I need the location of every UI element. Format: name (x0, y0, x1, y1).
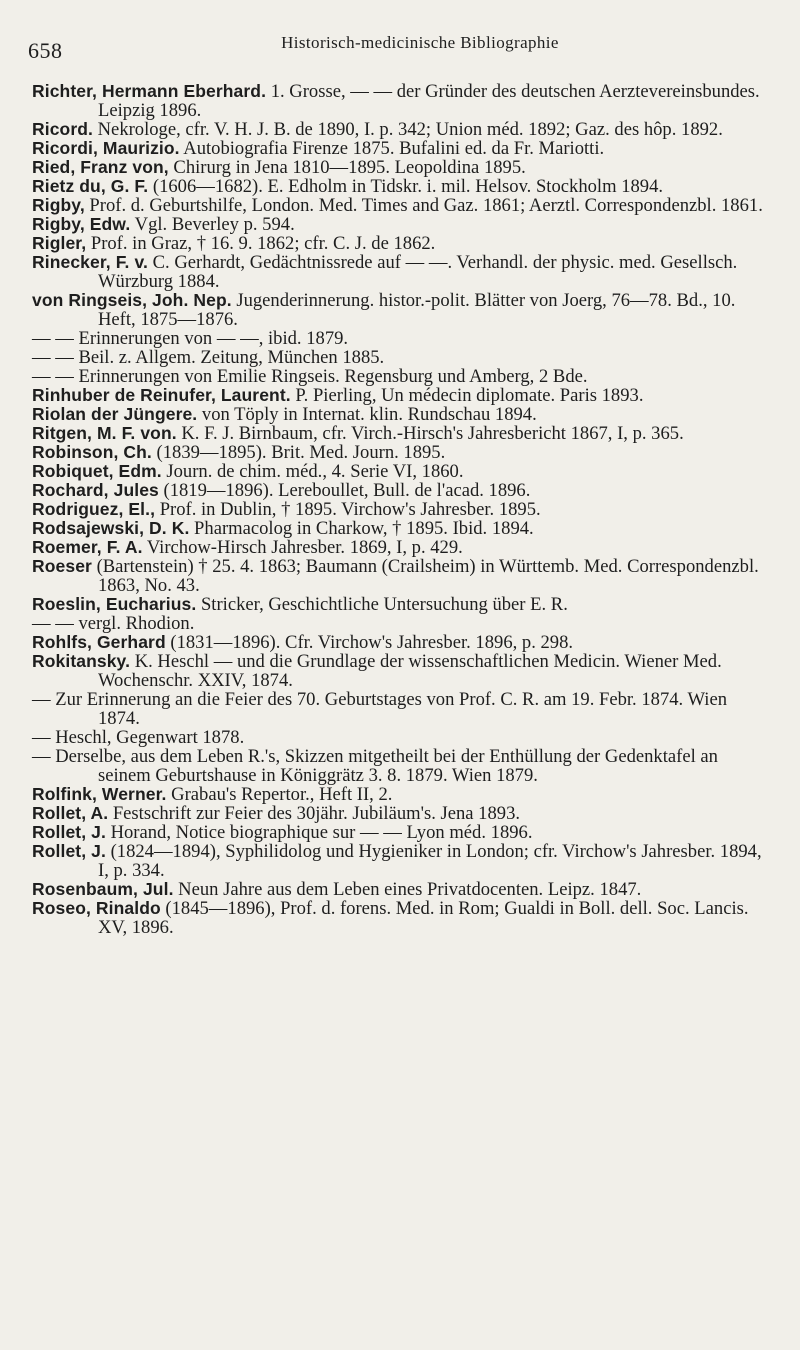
bibliography-entries (32, 82, 772, 937)
entry-text: (1831—1896). Cfr. Virchow's Jahresber. 1896, p. 298. (165, 632, 574, 653)
bibliography-entry (32, 158, 772, 177)
entry-text: Prof. in Graz, † 16. 9. 1862; cfr. C. J. de 1862. (86, 233, 436, 254)
entry-name: Ricordi, Maurizio. (32, 138, 180, 158)
entry-name: Riolan der Jüngere. (32, 404, 198, 424)
entry-text: Stricker, Geschichtliche Untersuchung über E. R. (196, 594, 568, 615)
entry-text: (1819—1896). Lereboullet, Bull. de l'acad. 1896. (158, 480, 531, 501)
entry-name: Ricord. (32, 119, 93, 139)
page-number: 658 (28, 38, 63, 63)
bibliography-entry (32, 804, 772, 823)
entry-name: Rolfink, Werner. (32, 784, 167, 804)
entry-name: Rollet, J. (32, 822, 106, 842)
entry-name: Robinson, Ch. (32, 442, 152, 462)
bibliography-entry (32, 785, 772, 804)
bibliography-entry (32, 481, 772, 500)
entry-name: Rietz du, G. F. (32, 176, 149, 196)
bibliography-entry (32, 652, 772, 690)
bibliography-entry (32, 557, 772, 595)
entry-name: Roeslin, Eucharius. (32, 594, 197, 614)
entry-name: Rigby, (32, 195, 85, 215)
entry-text: Vgl. Beverley p. 594. (130, 214, 295, 235)
bibliography-entry (32, 139, 772, 158)
bibliography-entry (32, 462, 772, 481)
running-head: Historisch-medicinische Bibliographie (281, 33, 559, 52)
bibliography-entry (32, 519, 772, 538)
entry-text: K. F. J. Birnbaum, cfr. Virch.-Hirsch's Jahresbericht 1867, I, p. 365. (176, 423, 684, 444)
bibliography-entry (32, 405, 772, 424)
entry-text: Nekrologe, cfr. V. H. J. B. de 1890, I. p. 342; Union méd. 1892; Gaz. des hôp. 1892. (92, 119, 723, 140)
bibliography-entry (32, 899, 772, 937)
entry-name: Roeser (32, 556, 92, 576)
bibliography-entry (32, 196, 772, 215)
entry-text: — — Erinnerungen von — —, ibid. 1879. (32, 328, 349, 349)
entry-text: K. Heschl — und die Grundlage der wissenschaftlichen Medicin. Wiener Med. Wochenschr. XXIV, 1874. (98, 651, 722, 691)
bibliography-entry (32, 595, 772, 614)
entry-text: P. Pierling, Un médecin diplomate. Paris 1893. (290, 385, 644, 406)
entry-name: Rinecker, F. v. (32, 252, 148, 272)
bibliography-entry (32, 690, 772, 728)
bibliography-entry (32, 386, 772, 405)
entry-text: Journ. de chim. méd., 4. Serie VI, 1860. (161, 461, 464, 482)
entry-text: (1606—1682). E. Edholm in Tidskr. i. mil. Helsov. Stockholm 1894. (148, 176, 664, 197)
entry-name: Rodriguez, El., (32, 499, 156, 519)
entry-text: Chirurg in Jena 1810—1895. Leopoldina 1895. (168, 157, 526, 178)
entry-text: Neun Jahre aus dem Leben eines Privatdocenten. Leipz. 1847. (173, 879, 642, 900)
entry-text: — — Erinnerungen von Emilie Ringseis. Regensburg und Amberg, 2 Bde. (32, 366, 588, 387)
bibliography-entry (32, 291, 772, 329)
entry-text: Pharmacolog in Charkow, † 1895. Ibid. 1894. (189, 518, 534, 539)
entry-name: Rigler, (32, 233, 87, 253)
entry-name: Robiquet, Edm. (32, 461, 162, 481)
entry-name: von Ringseis, Joh. Nep. (32, 290, 232, 310)
entry-text: (Bartenstein) † 25. 4. 1863; Baumann (Crailsheim) in Württemb. Med. Correspondenzbl. 1863, No. 43. (91, 556, 759, 596)
entry-name: Roseo, Rinaldo (32, 898, 161, 918)
entry-name: Roemer, F. A. (32, 537, 143, 557)
entry-text: (1845—1896), Prof. d. forens. Med. in Rom; Gualdi in Boll. dell. Soc. Lancis. XV, 1896. (98, 898, 749, 938)
bibliography-entry (32, 253, 772, 291)
bibliography-entry (32, 120, 772, 139)
entry-name: Rochard, Jules (32, 480, 159, 500)
entry-text: C. Gerhardt, Gedächtnissrede auf — —. Verhandl. der physic. med. Gesellsch. Würzburg 1884. (98, 252, 738, 292)
entry-text: Prof. in Dublin, † 1895. Virchow's Jahresber. 1895. (155, 499, 541, 520)
bibliography-entry (32, 880, 772, 899)
entry-name: Ried, Franz von, (32, 157, 169, 177)
entry-text: 1. Grosse, — — der Gründer des deutschen Aerztevereinsbundes. Leipzig 1896. (98, 81, 760, 121)
bibliography-entry (32, 823, 772, 842)
entry-text: Horand, Notice biographique sur — — Lyon méd. 1896. (105, 822, 533, 843)
bibliography-entry (32, 329, 772, 348)
bibliography-entry (32, 424, 772, 443)
entry-text: — Zur Erinnerung an die Feier des 70. Geburtstages von Prof. C. R. am 19. Febr. 1874. Wien 1874. (32, 689, 728, 729)
entry-text: (1839—1895). Brit. Med. Journ. 1895. (151, 442, 446, 463)
bibliography-entry (32, 348, 772, 367)
entry-text: von Töply in Internat. klin. Rundschau 1894. (197, 404, 537, 425)
entry-text: Jugenderinnerung. histor.-polit. Blätter von Joerg, 76—78. Bd., 10. Heft, 1875—1876. (98, 290, 736, 330)
entry-name: Rohlfs, Gerhard (32, 632, 166, 652)
entry-name: Richter, Hermann Eberhard. (32, 81, 267, 101)
bibliography-entry (32, 367, 772, 386)
entry-text: Grabau's Repertor., Heft II, 2. (166, 784, 393, 805)
entry-text: Autobiografia Firenze 1875. Bufalini ed. da Fr. Mariotti. (179, 138, 605, 159)
entry-text: Festschrift zur Feier des 30jähr. Jubiläum's. Jena 1893. (108, 803, 521, 824)
entry-text: — — Beil. z. Allgem. Zeitung, München 1885. (32, 347, 385, 368)
entry-text: — Heschl, Gegenwart 1878. (32, 727, 245, 748)
entry-name: Rodsajewski, D. K. (32, 518, 190, 538)
entry-name: Rokitansky. (32, 651, 131, 671)
bibliography-entry (32, 500, 772, 519)
bibliography-entry (32, 633, 772, 652)
entry-text: (1824—1894), Syphilidolog und Hygieniker in London; cfr. Virchow's Jahresber. 1894, I, p. 334. (98, 841, 762, 881)
bibliography-entry (32, 614, 772, 633)
bibliography-entry (32, 728, 772, 747)
bibliography-entry (32, 177, 772, 196)
bibliography-entry (32, 443, 772, 462)
entry-text: Virchow-Hirsch Jahresber. 1869, I, p. 429. (142, 537, 463, 558)
entry-name: Rinhuber de Reinufer, Laurent. (32, 385, 291, 405)
entry-name: Rosenbaum, Jul. (32, 879, 174, 899)
bibliography-entry (32, 842, 772, 880)
entry-name: Ritgen, M. F. von. (32, 423, 177, 443)
entry-text: Prof. d. Geburtshilfe, London. Med. Times and Gaz. 1861; Aerztl. Correspondenzbl. 1861. (84, 195, 763, 216)
bibliography-entry (32, 82, 772, 120)
entry-text: — Derselbe, aus dem Leben R.'s, Skizzen mitgetheilt bei der Enthüllung der Gedenktafel an seinem Geburtshause in Königgrätz 3. 8. 1879. Wien 1879. (32, 746, 718, 786)
entry-name: Rollet, J. (32, 841, 106, 861)
bibliography-entry (32, 747, 772, 785)
bibliography-entry (32, 538, 772, 557)
entry-name: Rigby, Edw. (32, 214, 131, 234)
entry-text: — — vergl. Rhodion. (32, 613, 195, 634)
bibliography-entry (32, 234, 772, 253)
entry-name: Rollet, A. (32, 803, 109, 823)
bibliography-entry (32, 215, 772, 234)
